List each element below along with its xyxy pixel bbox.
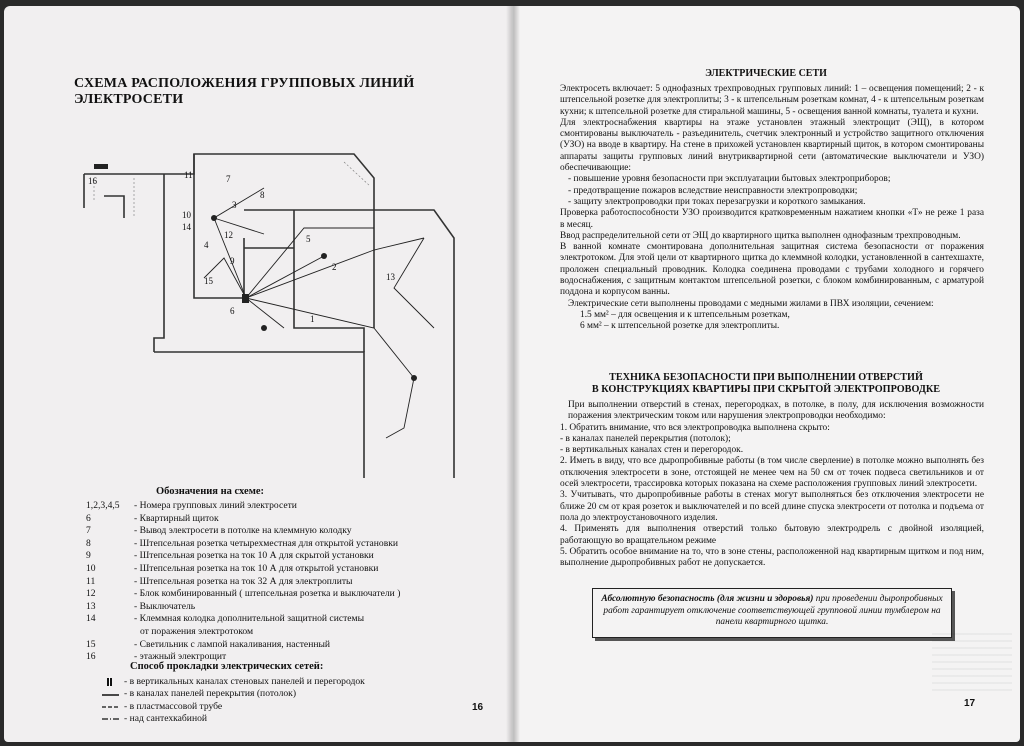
methods-list <box>102 676 365 726</box>
dashed-line-symbol-icon <box>102 702 124 712</box>
right-page <box>512 6 1020 742</box>
paragraph: - защиту электропроводки при токах перезагрузки и короткого замыкания. <box>568 196 866 207</box>
paragraph: - повышение уровня безопасности при эксплуатации бытовых электроприборов; <box>568 174 891 185</box>
apartment-wiring-plan <box>74 138 474 478</box>
plan-label: 7 <box>226 174 231 184</box>
paragraph: Ввод распределительной сети от ЭЩ до квартирного щитка выполнен однофазным трехпроводным. <box>560 230 961 241</box>
page-number-right: 17 <box>964 698 976 709</box>
plan-label: 4 <box>204 240 209 250</box>
paragraph: 3. Учитывать, что дыропробивные работы в стенах могут выполняться без отключения электросети не ближе 20 см от края розеток и выключателей и по всей длине спуска электросети от потолка и подъема от пола до электроустановочного изделия. <box>560 490 984 523</box>
legend-item: от поражения электротоком <box>140 625 254 637</box>
paragraph: Электрические сети выполнены проводами с медными жилами в ПВХ изоляции, сечением: <box>568 298 934 309</box>
plan-label: 6 <box>230 306 235 316</box>
legend-item: 7 - Вывод электросети в потолке на клеммную колодку <box>86 525 352 537</box>
solid-line-symbol-icon <box>102 690 124 700</box>
legend-item: 10 - Штепсельная розетка на ток 10 А для открытой установки <box>86 562 379 574</box>
paragraph: Проверка работоспособности УЗО производится кратковременным нажатием кнопки «Т» не реже 1 раза в месяц. <box>560 208 984 230</box>
paragraph: В ванной комнате смонтирована дополнительная защитная система безопасности от поражения электротоком. Для этой цели от квартирного щитка до клеммной колодки, установленной в сантехшахте, проложен специальный проводник. Колодка соединена проводами с трубами холодного и горячего водоснабжения, с защитным контактом штепсельной розетки, с блоком комбинированным, с арматурой поддона и корпусом ванны. <box>560 242 984 298</box>
plan-label: 8 <box>260 190 265 200</box>
legend-item: 11 - Штепсельная розетка на ток 32 А для электроплиты <box>86 575 353 587</box>
plan-label: 14 <box>182 222 191 232</box>
method-item: - в вертикальных каналах стеновых панелей и перегородок <box>102 676 365 688</box>
electrical-networks-heading: ЭЛЕКТРИЧЕСКИЕ СЕТИ <box>705 68 827 79</box>
paragraph: При выполнении отверстий в стенах, перегородках, в потолке, в полу, для исключения возможности поражения электрическим током или нарушения электропроводки необходимо: <box>568 400 984 422</box>
plan-label: 1 <box>310 314 315 324</box>
plan-label: 10 <box>182 210 191 220</box>
safety-warning-box: Абсолютную безопасность (для жизни и здоровья) при проведении дыропробивных работ гарантирует отключение соответствующей групповой линии тумблером на панели квартирного щитка. <box>592 588 952 638</box>
method-item: - в пластмассовой трубе <box>102 701 365 713</box>
paragraph: Для электроснабжения квартиры на этаже установлен этажный электрощит (ЭЩ), в котором смонтированы выключатель - разъединитель, счетчик электронный и устройство защитного отключения (УЗО) на вводе в квартиру. На стене в прихожей установлен квартирный щиток, в котором смонтированы аппараты защиты групповых линий внутриквартирной сети (автоматические выключатели и УЗО) обеспечивающие: <box>560 117 984 174</box>
scheme-title: СХЕМА РАСПОЛОЖЕНИЯ ГРУППОВЫХ ЛИНИЙ ЭЛЕКТРОСЕТИ <box>74 76 415 107</box>
paragraph: 2. Иметь в виду, что все дыропробивные работы (в том числе сверление) в потолке можно выполнять без отключения электросети в зоне, отстоящей не менее чем на 50 см от точек подвеса светильников и от осей электросети, трассировка которых показана на схеме расположения групповых линий электросети. <box>560 456 984 490</box>
plan-label: 2 <box>332 262 337 272</box>
plan-label: 9 <box>230 256 235 266</box>
legend-item: 6 - Квартирный щиток <box>86 512 219 524</box>
legend-list <box>86 500 496 664</box>
paragraph: - предотвращение пожаров вследствие неисправности электропроводки; <box>568 185 858 196</box>
legend-item: 9 - Штепсельная розетка на ток 10 А для скрытой установки <box>86 550 374 562</box>
plan-label: 15 <box>204 276 213 286</box>
paragraph: Электросеть включает: 5 однофазных трехпроводных групповых линий: 1 – освещения помещений; 2 - к штепсельной розетке для электроплиты; 3 - к штепсельным розеткам комнат, 4 - к штепсельным розеткам кухни; к штепсельной розетке для стиральной машины, 5 - освещения ванной комнаты, туалета и кухни. <box>560 84 984 117</box>
paragraph: 1. Обратить внимание, что вся электропроводка выполнена скрыто: <box>560 422 830 433</box>
paragraph: 1.5 мм² – для освещения и к штепсельным розеткам, <box>580 309 790 320</box>
plan-label: 5 <box>306 234 311 244</box>
plan-label: 16 <box>88 176 97 186</box>
page-gutter <box>506 6 520 742</box>
methods-heading: Способ прокладки электрических сетей: <box>130 661 324 672</box>
page-number-left: 16 <box>472 702 484 713</box>
legend-item: 14 - Клеммная колодка дополнительной защитной системы <box>86 613 365 625</box>
legend-heading: Обозначения на схеме: <box>156 486 265 497</box>
safety-text <box>560 400 984 569</box>
dash-dot-line-symbol-icon <box>102 714 124 724</box>
paragraph: - в каналах панелей перекрытия (потолок); <box>560 433 731 444</box>
method-item: - в каналах панелей перекрытия (потолок) <box>102 688 365 700</box>
legend-item: 1,2,3,4,5 - Номера групповых линий электросети <box>86 500 297 511</box>
legend-item: 16 - этажный электрощит <box>86 651 227 663</box>
legend-item: 13 - Выключатель <box>86 600 196 612</box>
method-item: - над сантехкабиной <box>102 713 365 725</box>
paragraph: - в вертикальных каналах стен и перегородок. <box>560 445 744 456</box>
paragraph: 5. Обратить особое внимание на то, что в зоне стены, расположенной над квартирным щитком и под ним, выполнение дыропробивных работ не допускается. <box>560 546 984 569</box>
electrical-networks-text <box>560 84 984 333</box>
plan-label: 12 <box>224 230 233 240</box>
left-page <box>4 6 512 742</box>
paragraph: 6 мм² – к штепсельной розетке для электроплиты. <box>580 321 780 332</box>
legend-item: 12 - Блок комбинированный ( штепсельная розетка и выключатели ) <box>86 588 401 600</box>
legend-item: 8 - Штепсельная розетка четырехместная для открытой установки <box>86 537 399 549</box>
legend-item: 15 - Светильник с лампой накаливания, настенный <box>86 638 331 650</box>
paragraph: 4. Применять для выполнения отверстий только бытовую электродрель с двойной изоляцией, работающую во вращательном режиме <box>560 524 984 546</box>
plan-label: 13 <box>386 272 395 282</box>
plan-label: 11 <box>184 170 193 180</box>
show-through-texture <box>932 631 1012 691</box>
vertical-channel-symbol-icon <box>102 677 124 687</box>
safety-heading: ТЕХНИКА БЕЗОПАСНОСТИ ПРИ ВЫПОЛНЕНИИ ОТВЕРСТИЙ В КОНСТРУКЦИЯХ КВАРТИРЫ ПРИ СКРЫТОЙ ЭЛЕКТРОПРОВОДКЕ <box>591 372 941 395</box>
plan-label: 3 <box>232 200 237 210</box>
